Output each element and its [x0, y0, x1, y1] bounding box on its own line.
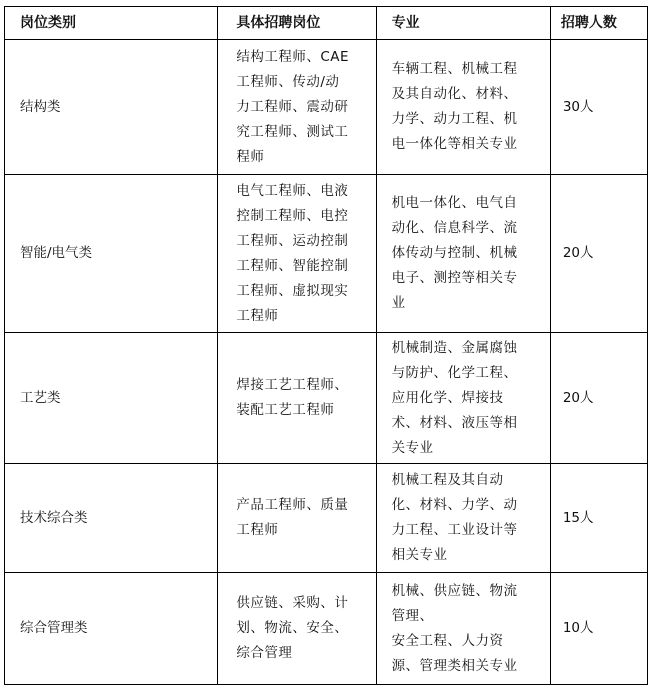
majors-line: 车辆工程、机械工程 [391, 61, 518, 77]
positions-line: 结构工程师、CAE [236, 48, 350, 65]
header-category: 岗位类别 [5, 7, 218, 40]
majors-cell [376, 40, 550, 175]
majors-line: 体传动与控制、机械 [391, 245, 518, 261]
table-row [5, 573, 648, 685]
majors-line: 化、材料、力学、动 [391, 497, 518, 513]
majors-cell [376, 464, 550, 573]
positions-cell [218, 175, 376, 333]
majors-line: 关专业 [391, 439, 434, 456]
majors-line: 动化、信息科学、流 [391, 220, 518, 236]
majors-line: 及其自动化、材料、 [391, 86, 518, 102]
majors-line: 安全工程、人力资 [391, 632, 504, 649]
majors-line: 机电一体化、电气自 [391, 195, 518, 211]
table-row [5, 464, 648, 573]
majors-line: 与防护、化学工程、 [391, 364, 518, 381]
count-cell: 20人 [550, 175, 647, 333]
majors-line: 机械制造、金属腐蚀 [391, 339, 518, 356]
header-row [5, 7, 648, 40]
count-cell: 20人 [550, 333, 647, 464]
majors-line: 管理、 [391, 607, 434, 624]
positions-line: 程师 [236, 148, 265, 165]
majors-line: 机械工程及其自动 [391, 472, 504, 488]
positions-cell [218, 333, 376, 464]
majors-line: 术、材料、液压等相 [391, 414, 518, 431]
category-cell: 结构类 [5, 40, 218, 175]
header-count: 招聘人数 [550, 7, 647, 40]
category-cell: 综合管理类 [5, 573, 218, 685]
positions-cell [218, 464, 376, 573]
count-cell: 10人 [550, 573, 647, 685]
category-cell: 技术综合类 [5, 464, 218, 573]
recruitment-table [4, 6, 648, 685]
table-row [5, 40, 648, 175]
positions-line: 工程师 [236, 522, 279, 538]
positions-line: 工程师、虚拟现实 [236, 282, 349, 299]
category-cell: 智能/电气类 [5, 175, 218, 333]
positions-line: 供应链、采购、计 [236, 595, 349, 611]
majors-line: 源、管理类相关专业 [391, 657, 518, 674]
header-positions: 具体招聘岗位 [218, 7, 376, 40]
positions-line: 焊接工艺工程师、 [236, 377, 349, 393]
table-row [5, 175, 648, 333]
majors-line: 电子、测控等相关专 [391, 270, 518, 286]
majors-line: 电一体化等相关专业 [391, 136, 518, 152]
majors-line: 业 [391, 295, 406, 311]
majors-cell [376, 573, 550, 685]
positions-line: 工程师、运动控制 [236, 232, 349, 249]
count-cell: 15人 [550, 464, 647, 573]
positions-cell [218, 573, 376, 685]
majors-cell [376, 175, 550, 333]
positions-line: 产品工程师、质量 [236, 497, 349, 513]
positions-line: 工程师、智能控制 [236, 257, 349, 274]
majors-line: 力学、动力工程、机 [391, 111, 518, 127]
table-row [5, 333, 648, 464]
majors-line: 力工程、工业设计等 [391, 522, 518, 538]
positions-line: 电气工程师、电液 [236, 182, 349, 199]
positions-line: 控制工程师、电控 [236, 207, 349, 224]
positions-line: 工程师、传动/动 [236, 73, 340, 90]
majors-line: 机械、供应链、物流 [391, 582, 518, 599]
positions-line: 工程师 [236, 307, 279, 324]
positions-line: 划、物流、安全、 [236, 620, 349, 636]
positions-line: 装配工艺工程师 [236, 402, 335, 418]
majors-cell [376, 333, 550, 464]
majors-line: 应用化学、焊接技 [391, 389, 504, 406]
majors-line: 相关专业 [391, 547, 448, 563]
header-majors: 专业 [376, 7, 550, 40]
count-cell: 30人 [550, 40, 647, 175]
positions-line: 究工程师、测试工 [236, 123, 349, 140]
positions-line: 综合管理 [236, 645, 293, 661]
category-cell: 工艺类 [5, 333, 218, 464]
positions-line: 力工程师、震动研 [236, 98, 349, 115]
positions-cell [218, 40, 376, 175]
